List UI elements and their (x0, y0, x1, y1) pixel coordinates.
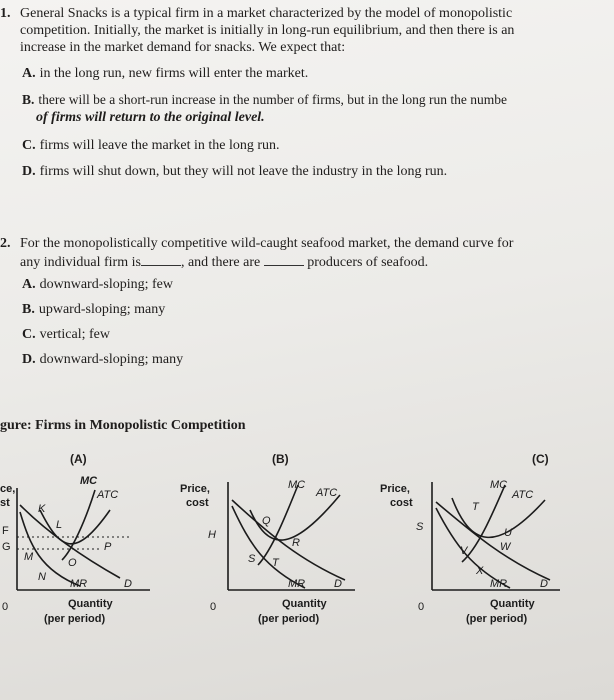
panel-c-y-label-2: cost (390, 497, 413, 509)
question-1-option-b[interactable] (22, 92, 507, 108)
question-1-option-a[interactable] (22, 66, 308, 82)
panel-c-point-w: W (500, 541, 511, 553)
figure-title: gure: Firms in Monopolistic Competition (0, 418, 246, 433)
panel-b-point-q: Q (262, 515, 271, 527)
panel-a-point-l: L (56, 519, 63, 531)
option-letter: B. (22, 92, 35, 107)
answer-blank-2 (264, 253, 304, 266)
panel-b-label: (B) (272, 452, 289, 466)
option-letter: D. (22, 352, 36, 367)
option-text: in the long run, new firms will enter the market. (39, 66, 309, 81)
panel-c-mr-label: MR (490, 578, 508, 590)
panel-b-x-label-2: (per period) (258, 613, 320, 625)
panel-b-point-r: R (292, 537, 300, 549)
panel-c-x-label-2: (per period) (466, 613, 528, 625)
panel-a-tick-f: F (2, 525, 9, 537)
question-1-line-3: increase in the market demand for snacks. We expect that: (20, 40, 346, 55)
panel-a-y-label-1: ce, (0, 483, 16, 495)
panel-a-origin: 0 (2, 601, 9, 613)
question-2-text-a: any individual firm is (20, 255, 141, 270)
question-2-number: 2. (0, 236, 11, 251)
question-2-text-b: , and there are (180, 255, 261, 270)
panel-b-point-t: T (272, 557, 279, 569)
option-text: downward-sloping; many (39, 352, 184, 367)
panel-a-point-m: M (24, 551, 34, 563)
panel-a-tick-g: G (2, 541, 11, 553)
panel-a-x-label-2: (per period) (44, 613, 106, 625)
panel-a-mr-label: MR (70, 578, 88, 590)
option-text: firms will leave the market in the long run. (39, 138, 280, 153)
question-1-line-1: General Snacks is a typical firm in a market characterized by the model of monopolistic (20, 6, 513, 21)
panel-b-point-h: H (208, 529, 216, 541)
question-2-line-1: For the monopolistically competitive wild-caught seafood market, the demand curve for (20, 236, 514, 251)
panel-c-mc-label: MC (490, 479, 508, 491)
option-letter: A. (22, 66, 36, 81)
option-letter: C. (22, 138, 36, 153)
panel-c-point-v: V (460, 545, 468, 557)
panel-c-label: (C) (532, 452, 549, 466)
panel-a-mc-label: MC (80, 475, 98, 487)
panel-c-point-t: T (472, 501, 479, 513)
question-1-option-c[interactable] (22, 138, 280, 154)
panel-b-mc-label: MC (288, 479, 306, 491)
answer-blank-1 (141, 253, 181, 266)
option-text: firms will shut down, but they will not leave the industry in the long run. (39, 164, 448, 179)
question-1-option-d[interactable] (22, 164, 447, 180)
monopolistic-competition-figure (0, 450, 614, 700)
panel-c-point-x: X (476, 565, 484, 577)
panel-b-x-label-1: Quantity (282, 598, 327, 610)
option-letter: A. (22, 277, 36, 292)
option-text: there will be a short-run increase in the number of firms, but in the long run the numbe (38, 92, 508, 107)
panel-c-x-label-1: Quantity (490, 598, 535, 610)
panel-b-mr-label: MR (288, 578, 306, 590)
option-letter: D. (22, 164, 36, 179)
panel-b-atc-label: ATC (316, 487, 338, 499)
panel-c-point-s: S (416, 521, 424, 533)
option-letter: C. (22, 327, 36, 342)
panel-b-demand-curve (232, 500, 345, 580)
panel-a-label: (A) (70, 452, 87, 466)
option-text: downward-sloping; few (39, 277, 173, 292)
panel-a-point-k: K (38, 503, 46, 515)
panel-b-y-label-1: Price, (180, 483, 210, 495)
panel-b-y-label-2: cost (186, 497, 209, 509)
panel-b-point-s: S (248, 553, 256, 565)
question-1-number: 1. (0, 6, 11, 21)
question-2-text-c: producers of seafood. (307, 255, 429, 270)
option-letter: B. (22, 302, 35, 317)
panel-a-d-label: D (124, 578, 132, 590)
question-1-line-2: competition. Initially, the market is initially in long-run equilibrium, and then there is an (20, 23, 515, 38)
panel-a-point-o: O (68, 557, 77, 569)
panel-a-atc-label: ATC (97, 489, 119, 501)
panel-a-point-n: N (38, 571, 46, 583)
question-2-line-2 (20, 253, 428, 271)
panel-b-origin: 0 (210, 601, 217, 613)
question-2-option-a[interactable] (22, 277, 173, 293)
panel-a-y-label-2: st (0, 497, 10, 509)
panel-a-point-p: P (104, 541, 112, 553)
panel-c-y-label-1: Price, (380, 483, 410, 495)
question-2-option-c[interactable] (22, 327, 110, 343)
question-2-option-b[interactable] (22, 302, 165, 318)
panel-c-atc-label: ATC (512, 489, 534, 501)
option-text: vertical; few (39, 327, 110, 342)
option-text: upward-sloping; many (38, 302, 166, 317)
panel-c-point-u: U (504, 527, 512, 539)
panel-b-d-label: D (334, 578, 342, 590)
question-2-option-d[interactable] (22, 352, 183, 368)
panel-c-origin: 0 (418, 601, 425, 613)
panel-c-atc-curve (452, 498, 545, 537)
panel-c-d-label: D (540, 578, 548, 590)
question-1-option-b-continued: of firms will return to the original level. (36, 110, 265, 125)
panel-a-x-label-1: Quantity (68, 598, 113, 610)
